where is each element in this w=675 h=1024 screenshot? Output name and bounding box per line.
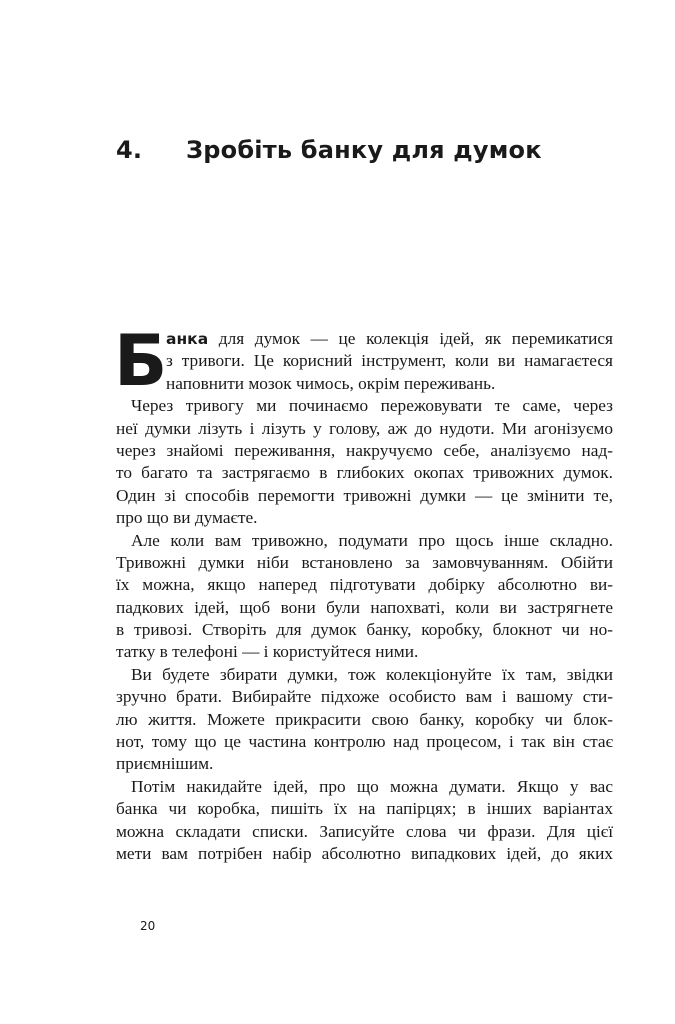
text-line: Через тривогу ми починаємо пережовувати те саме, через [131, 396, 613, 416]
chapter-title: Зробіть банку для думок [186, 136, 542, 164]
text-line: Але коли вам тривожно, подумати про щось інше складно. [131, 530, 613, 550]
text-line: неї думки лізуть і лізуть у голову, аж до нудоти. Ми агонізуємо [116, 418, 613, 438]
paragraph [116, 395, 613, 529]
chapter-heading [116, 136, 576, 164]
lead-word: анка [166, 330, 209, 348]
text-line: наповнити мозок чимось, окрім переживань. [166, 373, 496, 393]
page-number: 20 [140, 919, 156, 933]
text-line: то багато та застрягаємо в глибоких окопах тривожних думок. [116, 463, 613, 483]
text-line: можна складати списки. Записуйте слова чи фрази. Для цієї [116, 821, 613, 841]
text-line: Тривожні думки ніби встановлено за замовчуванням. Обійти [116, 552, 613, 572]
paragraph [116, 530, 613, 664]
text-line: Ви будете збирати думки, тож колекціонуйте їх там, звідки [131, 664, 613, 684]
text-line: приємнішим. [116, 754, 214, 774]
text-line: через знайомі переживання, накручуємо себе, аналізуємо над- [116, 440, 613, 460]
text-line: мети вам потрібен набір абсолютно випадкових ідей, до яких [116, 843, 613, 863]
text-line: нот, тому що це частина контролю над процесом, і так він стає [116, 732, 613, 752]
text-line: зручно брати. Вибирайте підхоже особисто вам і вашому сти- [116, 687, 613, 707]
text-line: падкових ідей, щоб вони були напохваті, коли ви застрягнете [116, 597, 613, 617]
text-line: Потім накидайте ідей, про що можна думати. Якщо у вас [131, 776, 613, 796]
first-paragraph [114, 320, 613, 402]
paragraph [116, 664, 613, 776]
drop-cap: Б [114, 320, 168, 402]
text-line: в тривозі. Створіть для думок банку, коробку, блокнот чи но- [116, 620, 613, 640]
text-line: Один зі способів перемогти тривожні думки — це змінити те, [116, 485, 613, 505]
body-text [114, 320, 613, 865]
text-line: про що ви думаєте. [116, 508, 258, 528]
text-line: з тривоги. Це корисний інструмент, коли ви намагаєтеся [166, 351, 613, 371]
paragraph [116, 776, 613, 866]
text-line: анка для думок — це колекція ідей, як перемикатися [166, 329, 613, 348]
chapter-number: 4. [116, 136, 143, 164]
text-line: їх можна, якщо наперед підготувати добірку абсолютно ви- [116, 575, 613, 595]
text-line: татку в телефоні — і користуйтеся ними. [116, 642, 419, 662]
text-line: банка чи коробка, пишіть їх на папірцях; в інших варіантах [116, 799, 613, 819]
text-line: лю життя. Можете прикрасити свою банку, коробку чи блок- [116, 709, 613, 729]
paragraphs [116, 395, 613, 865]
